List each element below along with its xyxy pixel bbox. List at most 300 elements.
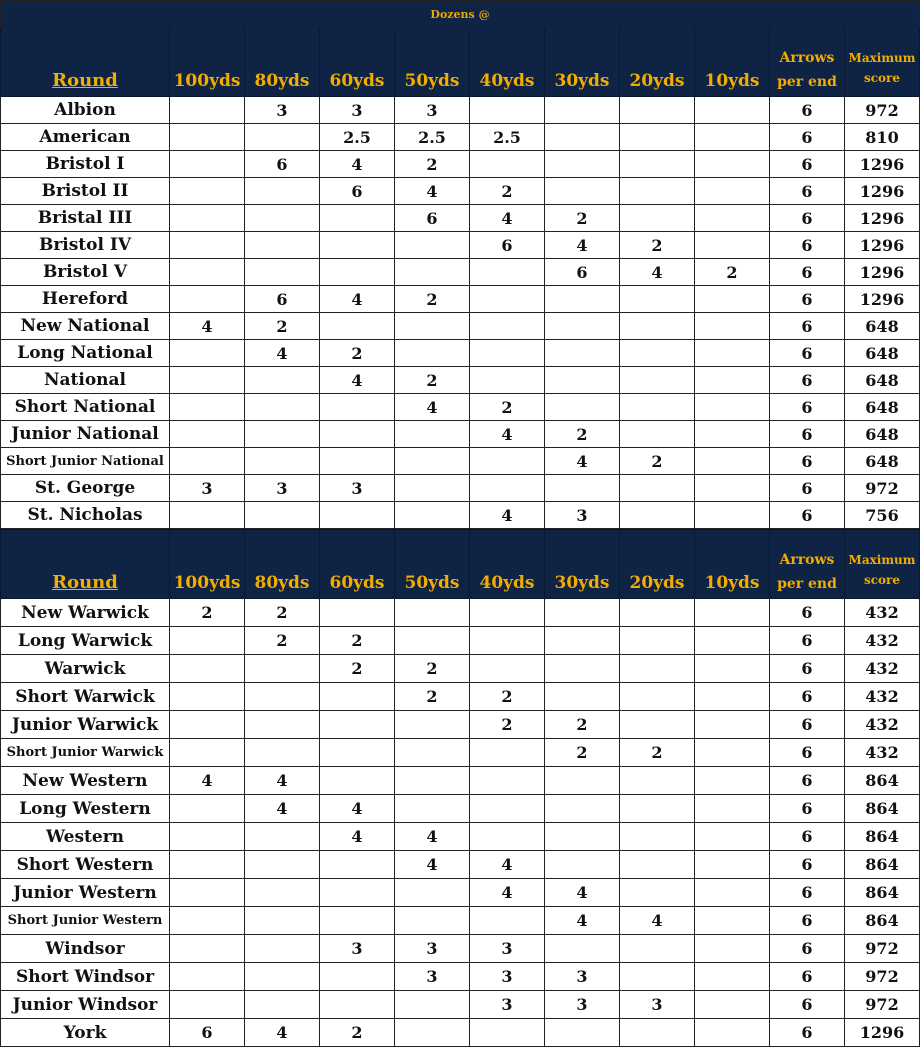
table-row	[1, 767, 920, 795]
dozens-cell	[620, 475, 695, 502]
dozens-cell: 2	[545, 711, 620, 739]
dozens-cell: 2.5	[395, 124, 470, 151]
arrows-per-end-cell: 6	[770, 879, 845, 907]
round-name: Junior Western	[1, 879, 170, 907]
dozens-cell: 4	[470, 205, 545, 232]
dozens-cell: 4	[395, 394, 470, 421]
table-row	[1, 124, 920, 151]
dozens-cell	[245, 851, 320, 879]
dozens-cell	[695, 313, 770, 340]
round-header: Round	[1, 28, 170, 97]
dozens-cell: 3	[320, 935, 395, 963]
dozens-cell: 2	[620, 739, 695, 767]
dozens-cell	[170, 683, 245, 711]
maximum-score-cell: 1296	[845, 178, 920, 205]
dozens-cell: 4	[320, 823, 395, 851]
round-name: Short Windsor	[1, 963, 170, 991]
distance-header: 60yds	[320, 28, 395, 97]
arrows-per-end-cell: 6	[770, 421, 845, 448]
dozens-cell	[620, 711, 695, 739]
dozens-cell: 6	[395, 205, 470, 232]
dozens-cell: 2	[320, 1019, 395, 1047]
dozens-cell	[695, 683, 770, 711]
round-name: St. George	[1, 475, 170, 502]
table-row	[1, 286, 920, 313]
dozens-cell	[695, 851, 770, 879]
distance-header: 10yds	[695, 530, 770, 599]
dozens-cell: 4	[170, 313, 245, 340]
round-header: Round	[1, 530, 170, 599]
dozens-cell: 2	[545, 739, 620, 767]
dozens-cell	[245, 367, 320, 394]
sheet-title: Dozens @	[1, 1, 920, 28]
dozens-cell	[170, 991, 245, 1019]
round-name: New Western	[1, 767, 170, 795]
dozens-cell: 4	[545, 232, 620, 259]
dozens-cell	[395, 879, 470, 907]
dozens-cell	[620, 655, 695, 683]
dozens-cell	[320, 879, 395, 907]
dozens-cell	[245, 683, 320, 711]
maximum-score-cell: 648	[845, 367, 920, 394]
dozens-cell	[470, 97, 545, 124]
maximum-score-cell: 432	[845, 655, 920, 683]
dozens-cell	[245, 879, 320, 907]
dozens-cell	[470, 259, 545, 286]
table-row	[1, 421, 920, 448]
dozens-cell	[620, 683, 695, 711]
dozens-cell	[470, 599, 545, 627]
dozens-cell	[320, 991, 395, 1019]
dozens-cell	[695, 205, 770, 232]
dozens-cell: 2	[395, 655, 470, 683]
dozens-cell	[695, 879, 770, 907]
dozens-cell	[545, 823, 620, 851]
maximum-score-cell: 972	[845, 475, 920, 502]
dozens-cell	[695, 394, 770, 421]
dozens-cell: 4	[395, 851, 470, 879]
dozens-cell: 4	[395, 823, 470, 851]
dozens-cell	[170, 963, 245, 991]
dozens-cell	[170, 935, 245, 963]
dozens-cell	[170, 151, 245, 178]
dozens-cell: 6	[470, 232, 545, 259]
dozens-cell	[320, 767, 395, 795]
round-name: National	[1, 367, 170, 394]
dozens-cell: 3	[245, 97, 320, 124]
dozens-cell	[395, 767, 470, 795]
maximum-score-cell: 1296	[845, 259, 920, 286]
round-name: Warwick	[1, 655, 170, 683]
dozens-cell	[245, 739, 320, 767]
distance-header: 20yds	[620, 28, 695, 97]
maximum-score-cell: 864	[845, 879, 920, 907]
dozens-cell	[320, 448, 395, 475]
dozens-cell: 3	[245, 475, 320, 502]
table-1-body	[1, 97, 920, 529]
dozens-cell	[620, 851, 695, 879]
round-name: Bristol I	[1, 151, 170, 178]
dozens-cell	[245, 935, 320, 963]
maximum-score-cell: 864	[845, 795, 920, 823]
maximum-score-header	[845, 28, 920, 97]
dozens-cell	[320, 599, 395, 627]
round-name: Albion	[1, 97, 170, 124]
dozens-cell	[620, 205, 695, 232]
distance-header: 50yds	[395, 530, 470, 599]
table-row	[1, 991, 920, 1019]
dozens-cell	[695, 991, 770, 1019]
arrows-per-end-cell: 6	[770, 655, 845, 683]
dozens-cell	[320, 232, 395, 259]
dozens-cell: 4	[545, 879, 620, 907]
arrows-per-end-cell: 6	[770, 313, 845, 340]
dozens-cell	[695, 711, 770, 739]
dozens-cell	[170, 97, 245, 124]
dozens-cell	[395, 502, 470, 529]
arrows-per-end-cell: 6	[770, 448, 845, 475]
header-row-1	[1, 28, 920, 97]
distance-header: 40yds	[470, 530, 545, 599]
dozens-cell	[695, 795, 770, 823]
dozens-cell	[620, 178, 695, 205]
dozens-cell	[695, 767, 770, 795]
dozens-cell	[320, 963, 395, 991]
dozens-cell	[395, 421, 470, 448]
round-name: Short National	[1, 394, 170, 421]
dozens-cell: 2	[245, 599, 320, 627]
dozens-cell: 3	[395, 963, 470, 991]
dozens-cell	[170, 340, 245, 367]
dozens-cell	[620, 627, 695, 655]
maximum-score-cell: 972	[845, 991, 920, 1019]
arrows-per-end-header	[770, 28, 845, 97]
dozens-cell	[320, 683, 395, 711]
table-2-body	[1, 599, 920, 1047]
dozens-cell: 2	[545, 421, 620, 448]
dozens-cell	[545, 178, 620, 205]
dozens-cell	[545, 795, 620, 823]
dozens-cell: 2	[620, 232, 695, 259]
round-name: York	[1, 1019, 170, 1047]
dozens-cell: 3	[395, 935, 470, 963]
dozens-cell: 2	[695, 259, 770, 286]
dozens-cell	[620, 963, 695, 991]
dozens-cell: 4	[320, 151, 395, 178]
dozens-cell	[245, 232, 320, 259]
table-row	[1, 205, 920, 232]
dozens-cell	[695, 739, 770, 767]
dozens-cell	[470, 340, 545, 367]
dozens-cell: 2	[470, 683, 545, 711]
dozens-cell	[620, 767, 695, 795]
dozens-cell	[245, 448, 320, 475]
arrows-per-end-header	[770, 530, 845, 599]
dozens-cell	[545, 97, 620, 124]
dozens-cell	[395, 627, 470, 655]
dozens-cell	[395, 795, 470, 823]
table-row	[1, 907, 920, 935]
table-row	[1, 232, 920, 259]
round-name: Junior Windsor	[1, 991, 170, 1019]
dozens-cell: 4	[245, 767, 320, 795]
arrows-header-line1: Arrows	[779, 50, 835, 66]
arrows-per-end-cell: 6	[770, 739, 845, 767]
maximum-score-cell: 432	[845, 739, 920, 767]
dozens-cell: 3	[545, 991, 620, 1019]
dozens-cell: 3	[395, 97, 470, 124]
arrows-per-end-cell: 6	[770, 991, 845, 1019]
dozens-cell	[170, 851, 245, 879]
dozens-cell	[170, 394, 245, 421]
arrows-header-line2: per end	[777, 576, 837, 592]
dozens-cell: 2	[620, 448, 695, 475]
round-name: Bristol V	[1, 259, 170, 286]
dozens-cell	[620, 502, 695, 529]
maximum-score-cell: 432	[845, 627, 920, 655]
round-name: Western	[1, 823, 170, 851]
arrows-per-end-cell: 6	[770, 907, 845, 935]
dozens-cell: 4	[470, 502, 545, 529]
dozens-cell	[245, 907, 320, 935]
dozens-cell	[170, 232, 245, 259]
arrows-per-end-cell: 6	[770, 475, 845, 502]
dozens-cell	[395, 475, 470, 502]
dozens-cell	[320, 711, 395, 739]
dozens-cell	[470, 475, 545, 502]
arrows-per-end-cell: 6	[770, 259, 845, 286]
dozens-cell	[545, 655, 620, 683]
dozens-cell	[170, 879, 245, 907]
dozens-cell: 2	[470, 711, 545, 739]
dozens-cell	[695, 448, 770, 475]
dozens-cell	[470, 907, 545, 935]
dozens-cell: 6	[245, 286, 320, 313]
round-name: Short Western	[1, 851, 170, 879]
dozens-cell	[245, 259, 320, 286]
arrows-per-end-cell: 6	[770, 97, 845, 124]
dozens-cell: 4	[245, 795, 320, 823]
arrows-per-end-cell: 6	[770, 823, 845, 851]
round-name: Short Junior National	[1, 448, 170, 475]
table-row	[1, 851, 920, 879]
dozens-cell	[245, 394, 320, 421]
round-name: New Warwick	[1, 599, 170, 627]
dozens-cell: 4	[395, 178, 470, 205]
dozens-cell	[170, 448, 245, 475]
dozens-cell: 2	[395, 286, 470, 313]
dozens-cell	[695, 655, 770, 683]
dozens-cell: 2	[245, 627, 320, 655]
dozens-cell	[170, 655, 245, 683]
dozens-cell	[395, 313, 470, 340]
dozens-cell	[170, 711, 245, 739]
dozens-cell	[695, 599, 770, 627]
dozens-cell	[245, 205, 320, 232]
dozens-cell: 2	[170, 599, 245, 627]
maximum-score-cell: 864	[845, 767, 920, 795]
dozens-cell	[620, 823, 695, 851]
maximum-score-cell: 648	[845, 313, 920, 340]
table-row	[1, 97, 920, 124]
dozens-cell	[470, 367, 545, 394]
dozens-cell	[620, 394, 695, 421]
table-row	[1, 683, 920, 711]
dozens-cell	[545, 313, 620, 340]
dozens-cell: 3	[470, 935, 545, 963]
table-row	[1, 599, 920, 627]
dozens-cell: 6	[170, 1019, 245, 1047]
dozens-cell	[245, 711, 320, 739]
arrows-per-end-cell: 6	[770, 1019, 845, 1047]
dozens-cell	[170, 739, 245, 767]
table-row	[1, 394, 920, 421]
dozens-cell	[545, 599, 620, 627]
dozens-cell	[320, 259, 395, 286]
dozens-cell	[470, 286, 545, 313]
dozens-cell: 4	[170, 767, 245, 795]
dozens-cell	[395, 259, 470, 286]
arrows-per-end-cell: 6	[770, 683, 845, 711]
table-row	[1, 475, 920, 502]
maximum-score-cell: 648	[845, 394, 920, 421]
distance-header: 30yds	[545, 530, 620, 599]
distance-header: 40yds	[470, 28, 545, 97]
dozens-cell	[695, 151, 770, 178]
distance-header: 80yds	[245, 28, 320, 97]
header-row-2	[1, 530, 920, 599]
dozens-cell	[545, 767, 620, 795]
dozens-cell	[245, 502, 320, 529]
dozens-cell: 3	[170, 475, 245, 502]
dozens-cell: 2	[470, 178, 545, 205]
dozens-cell: 6	[320, 178, 395, 205]
dozens-cell: 2.5	[320, 124, 395, 151]
dozens-cell	[695, 502, 770, 529]
dozens-cell	[170, 178, 245, 205]
dozens-cell	[695, 421, 770, 448]
dozens-cell	[395, 599, 470, 627]
dozens-cell	[395, 711, 470, 739]
maximum-score-cell: 864	[845, 851, 920, 879]
dozens-cell	[620, 313, 695, 340]
arrows-per-end-cell: 6	[770, 767, 845, 795]
table-row	[1, 178, 920, 205]
dozens-cell: 4	[620, 907, 695, 935]
dozens-cell	[470, 151, 545, 178]
dozens-cell	[395, 448, 470, 475]
dozens-cell	[245, 178, 320, 205]
distance-header: 10yds	[695, 28, 770, 97]
dozens-cell	[245, 823, 320, 851]
dozens-cell	[320, 502, 395, 529]
dozens-cell	[620, 367, 695, 394]
dozens-cell	[320, 907, 395, 935]
round-name: Junior Warwick	[1, 711, 170, 739]
dozens-cell	[620, 421, 695, 448]
dozens-cell: 4	[545, 907, 620, 935]
dozens-cell	[695, 475, 770, 502]
rounds-table-2	[0, 529, 920, 1047]
table-row	[1, 711, 920, 739]
dozens-cell	[320, 851, 395, 879]
dozens-cell	[620, 795, 695, 823]
round-name: New National	[1, 313, 170, 340]
maximum-score-cell: 648	[845, 340, 920, 367]
dozens-cell	[320, 394, 395, 421]
maximum-score-cell: 432	[845, 599, 920, 627]
dozens-cell	[170, 259, 245, 286]
dozens-cell: 3	[470, 963, 545, 991]
round-name: Short Junior Warwick	[1, 739, 170, 767]
dozens-cell	[695, 340, 770, 367]
dozens-cell	[695, 178, 770, 205]
arrows-per-end-cell: 6	[770, 340, 845, 367]
arrows-per-end-cell: 6	[770, 963, 845, 991]
table-row	[1, 823, 920, 851]
dozens-cell	[245, 655, 320, 683]
maximum-score-cell: 864	[845, 907, 920, 935]
distance-header: 50yds	[395, 28, 470, 97]
arrows-per-end-cell: 6	[770, 367, 845, 394]
distance-header: 100yds	[170, 530, 245, 599]
dozens-cell: 2	[320, 340, 395, 367]
table-row	[1, 963, 920, 991]
dozens-cell	[170, 627, 245, 655]
maximum-score-cell: 972	[845, 97, 920, 124]
dozens-cell	[620, 599, 695, 627]
table-row	[1, 502, 920, 529]
maximum-score-cell: 1296	[845, 1019, 920, 1047]
distance-header: 30yds	[545, 28, 620, 97]
max-header-line1: Maximum	[848, 51, 916, 65]
arrows-per-end-cell: 6	[770, 711, 845, 739]
dozens-cell	[320, 205, 395, 232]
maximum-score-cell: 972	[845, 935, 920, 963]
dozens-cell	[170, 367, 245, 394]
arrows-header-line1: Arrows	[779, 552, 835, 568]
dozens-cell: 2	[470, 394, 545, 421]
arrows-per-end-cell: 6	[770, 627, 845, 655]
dozens-cell	[620, 286, 695, 313]
maximum-score-cell: 432	[845, 683, 920, 711]
maximum-score-cell: 972	[845, 963, 920, 991]
dozens-cell	[545, 475, 620, 502]
table-row	[1, 739, 920, 767]
dozens-cell	[170, 286, 245, 313]
dozens-cell: 2	[545, 205, 620, 232]
dozens-cell	[695, 627, 770, 655]
round-name: Short Warwick	[1, 683, 170, 711]
dozens-cell	[320, 313, 395, 340]
dozens-cell	[695, 367, 770, 394]
round-name: Bristol II	[1, 178, 170, 205]
dozens-cell	[545, 340, 620, 367]
dozens-cell	[470, 767, 545, 795]
maximum-score-cell: 1296	[845, 205, 920, 232]
arrows-per-end-cell: 6	[770, 795, 845, 823]
round-name: Short Junior Western	[1, 907, 170, 935]
distance-header: 100yds	[170, 28, 245, 97]
dozens-cell: 6	[245, 151, 320, 178]
table-row	[1, 627, 920, 655]
maximum-score-cell: 810	[845, 124, 920, 151]
maximum-score-cell: 1296	[845, 286, 920, 313]
maximum-score-cell: 756	[845, 502, 920, 529]
dozens-cell: 2	[320, 627, 395, 655]
round-name: Junior National	[1, 421, 170, 448]
dozens-cell: 2	[395, 367, 470, 394]
